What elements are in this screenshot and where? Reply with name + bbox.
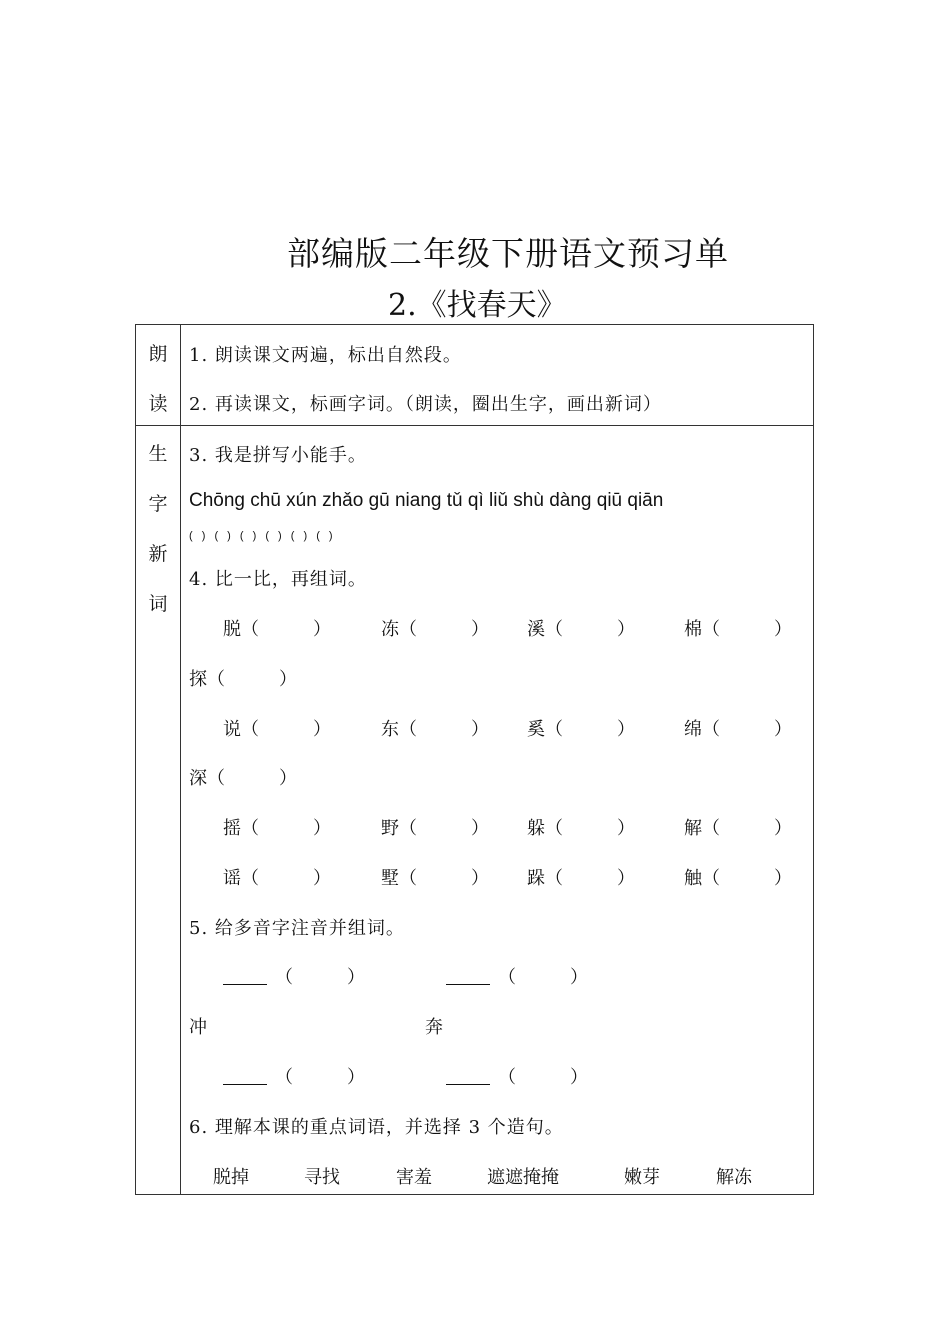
compare-item: 解（ ） (684, 818, 792, 839)
compare-item: 东（ ） (381, 719, 489, 740)
answer-paren: （ ） (498, 967, 588, 988)
question-3: 3. 我是拼写小能手。 (189, 445, 367, 466)
question-4: 4. 比一比，再组词。 (189, 569, 367, 590)
worksheet-table (135, 324, 814, 1195)
key-word: 脱掉 (213, 1167, 249, 1188)
answer-blank[interactable] (223, 968, 267, 985)
question-1: 1. 朗读课文两遍，标出自然段。 (189, 345, 462, 366)
polyphone-char: 冲 (189, 1017, 207, 1038)
lesson-title: 2.《找春天》 (388, 288, 567, 323)
key-word: 解冻 (716, 1167, 752, 1188)
compare-item: 棉（ ） (684, 619, 792, 640)
compare-item: 野（ ） (381, 818, 489, 839)
pinyin-line: Chōng chū xún zhǎo gū niang tǔ qì liǔ shù dàng qiū qiān (189, 490, 664, 511)
question-2: 2. 再读课文，标画字词。（朗读，圈出生字，画出新词） (189, 394, 662, 415)
answer-blank[interactable] (446, 968, 490, 985)
reading-label-char: 朗 (148, 343, 168, 365)
key-word: 害羞 (396, 1167, 432, 1188)
polyphone-char: 奔 (425, 1017, 443, 1038)
answer-blank[interactable] (223, 1068, 267, 1085)
row-divider (136, 425, 813, 426)
question-5: 5. 给多音字注音并组词。 (189, 918, 405, 939)
compare-item: 探（ ） (189, 669, 297, 690)
words-label-char: 词 (148, 593, 168, 615)
answer-paren: （ ） (498, 1067, 588, 1088)
compare-item: 深（ ） (189, 768, 297, 789)
compare-item: 摇（ ） (223, 818, 331, 839)
page-title: 部编版二年级下册语文预习单 (287, 234, 729, 273)
question-6: 6. 理解本课的重点词语，并选择 3 个造句。 (189, 1117, 564, 1138)
pinyin-answer-blanks: ( ) ( ) ( ) ( ) ( ) ( ) (189, 530, 333, 542)
reading-label-char: 读 (148, 393, 168, 415)
polyphone-entry (446, 1063, 588, 1089)
compare-item: 触（ ） (684, 868, 792, 889)
compare-item: 脱（ ） (223, 619, 331, 640)
key-word: 嫩芽 (624, 1167, 660, 1188)
words-label-char: 生 (148, 443, 168, 465)
answer-paren: （ ） (275, 967, 365, 988)
compare-item: 绵（ ） (684, 719, 792, 740)
compare-item: 谣（ ） (223, 868, 331, 889)
polyphone-entry (446, 963, 588, 989)
compare-item: 说（ ） (223, 719, 331, 740)
compare-item: 冻（ ） (381, 619, 489, 640)
compare-item: 奚（ ） (527, 719, 635, 740)
compare-item: 墅（ ） (381, 868, 489, 889)
compare-item: 跺（ ） (527, 868, 635, 889)
column-divider (180, 325, 181, 1194)
answer-blank[interactable] (446, 1068, 490, 1085)
polyphone-entry (223, 1063, 365, 1089)
compare-item: 溪（ ） (527, 619, 635, 640)
polyphone-entry (223, 963, 365, 989)
answer-paren: （ ） (275, 1067, 365, 1088)
key-word: 寻找 (304, 1167, 340, 1188)
key-word: 遮遮掩掩 (487, 1167, 559, 1188)
compare-item: 躲（ ） (527, 818, 635, 839)
words-label-char: 字 (148, 493, 168, 515)
words-label-char: 新 (148, 543, 168, 565)
